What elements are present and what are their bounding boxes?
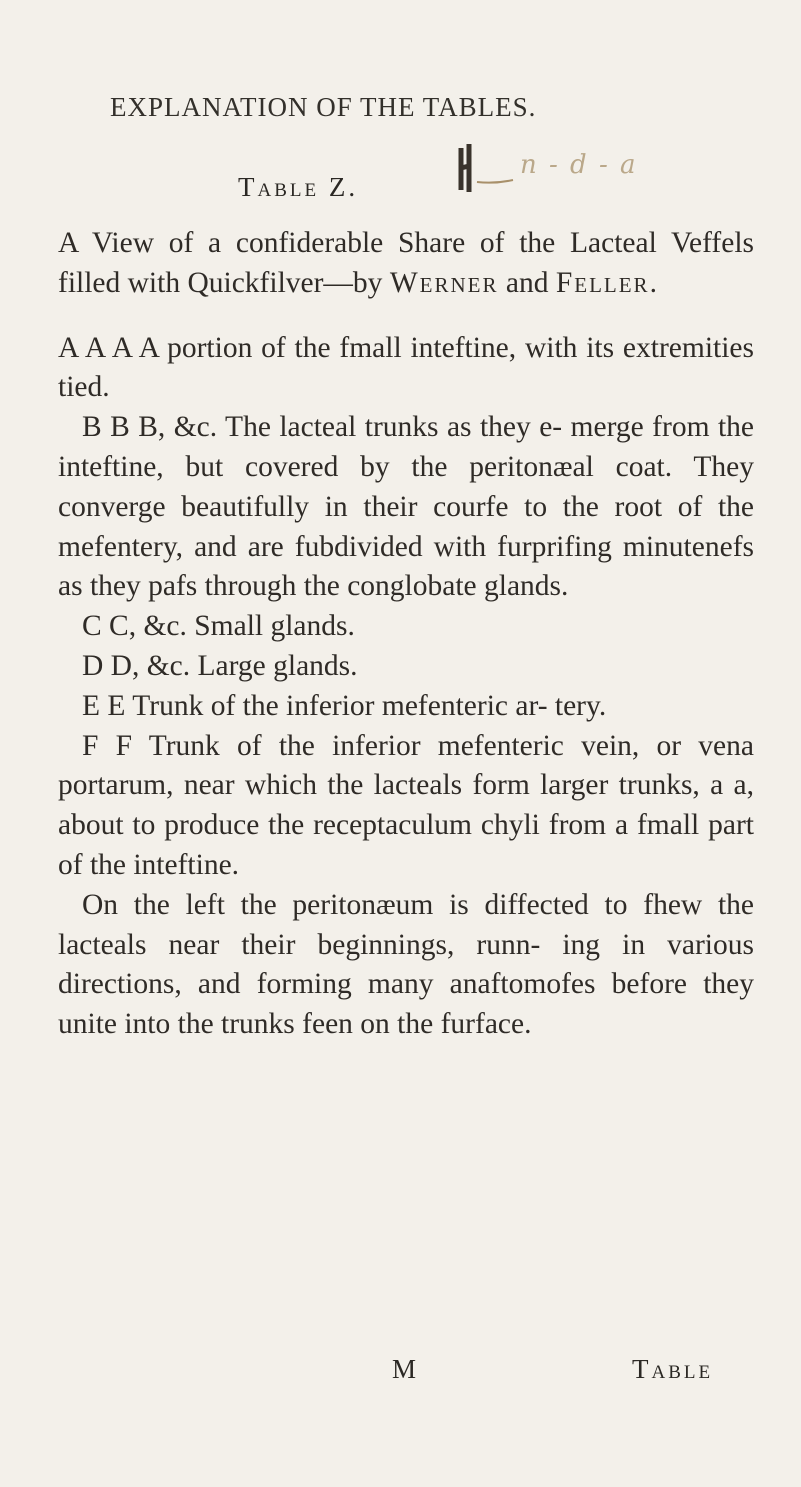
author-werner: Werner [389, 266, 499, 299]
author-feller: Feller [555, 266, 650, 299]
signature-mark: M [392, 1354, 417, 1384]
entry-dd: D D, &c. Large glands. [82, 649, 358, 682]
entry-ff: F F Trunk of the inferior mefenteric vein, or vena portarum, near which the lacteals form larger trunks, a a, about to produce the receptaculum chyli from a fmall part of the inteftine. [58, 729, 754, 881]
entry-aaa: A A A A portion of the fmall inteftine, with its extremities tied. [58, 331, 754, 404]
intro-and: and [498, 266, 556, 299]
handwritten-mark-icon [455, 138, 515, 200]
entry-ee: E E Trunk of the inferior mefenteric ar- tery. [82, 689, 607, 722]
intro-end: . [649, 266, 657, 299]
intro-text: A View of a confiderable Share of the Lacteal Veffels filled with Quickfilver—by [58, 227, 754, 299]
table-title: Table Z. [238, 172, 359, 202]
entry-cc: C C, &c. Small glands. [82, 610, 355, 643]
intro-paragraph [58, 224, 754, 304]
entry-bbb: B B B, &c. The lacteal trunks as they e- merge from the inteftine, but covered by the peritonæal coat. They converge beautifully in their courfe to the root of the mefentery, and are fubdivided with furprifing minutenefs as they pafs through the conglobate glands. [58, 411, 754, 603]
handwritten-note: n ‑ d ‑ a [520, 150, 638, 180]
explanation-text [58, 224, 754, 1045]
catchword: Table [632, 1354, 714, 1384]
entry-left-peritoneum: On the left the peritonæum is diffected to fhew the lacteals near their beginnings, runn- ing in various directions, and forming many anaftomofes before they unite into the trunks feen on the furface. [58, 888, 754, 1041]
running-head: EXPLANATION OF THE TABLES. [110, 92, 537, 122]
